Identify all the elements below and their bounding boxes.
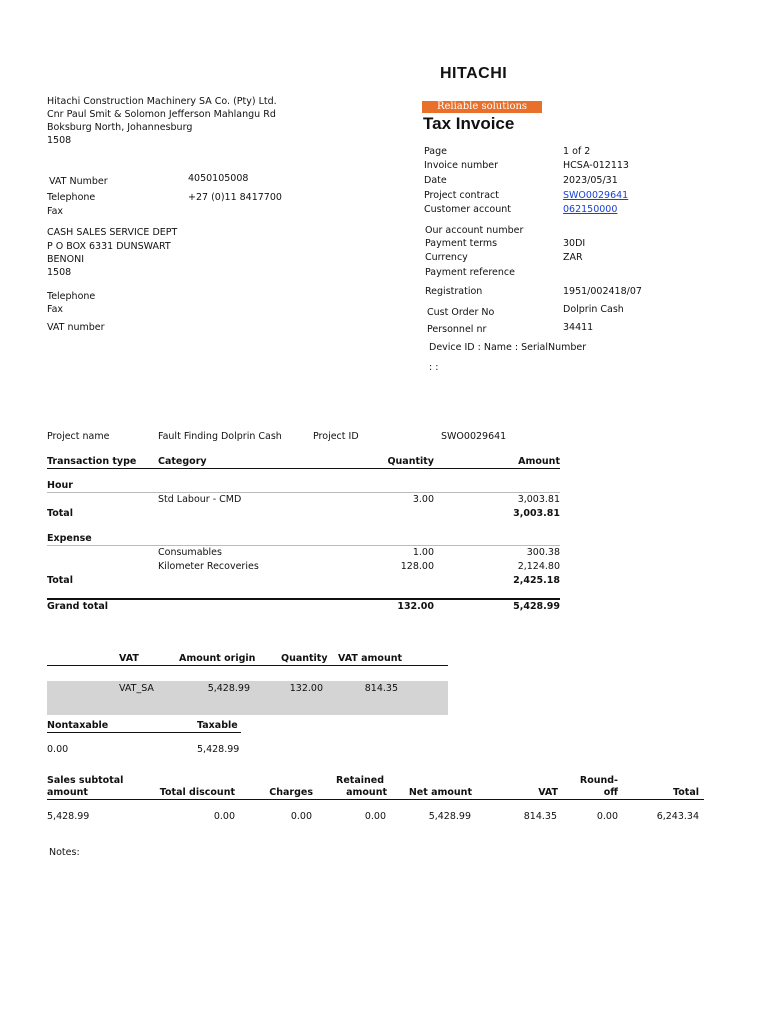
personnel-value: 34411 — [563, 322, 594, 333]
company-name: Hitachi Construction Machinery SA Co. (Pty) Ltd. — [47, 96, 277, 107]
company-postcode: 1508 — [47, 135, 72, 146]
roundoff-header-line2: off — [603, 787, 618, 798]
currency-label: Currency — [425, 252, 468, 263]
date-label: Date — [424, 175, 447, 186]
device-value: : : — [429, 362, 439, 373]
customer-account-label: Customer account — [424, 204, 512, 215]
currency-value: ZAR — [563, 252, 583, 263]
row-quantity: 3.00 — [412, 494, 434, 505]
payment-reference-label: Payment reference — [425, 267, 515, 278]
hour-total-label: Total — [47, 508, 73, 519]
our-account-label: Our account number — [425, 225, 524, 236]
vat-amount: 814.35 — [364, 683, 398, 694]
customer-name: CASH SALES SERVICE DEPT — [47, 227, 178, 238]
project-contract-link[interactable]: SWO0029641 — [563, 190, 629, 201]
charges-value: 0.00 — [290, 811, 312, 822]
page-value: 1 of 2 — [563, 146, 591, 157]
row-amount: 2,124.80 — [517, 561, 560, 572]
retained-value: 0.00 — [364, 811, 386, 822]
payment-terms-label: Payment terms — [425, 238, 498, 249]
col-header-quantity: Quantity — [387, 456, 434, 467]
nontaxable-value: 0.00 — [47, 744, 69, 755]
row-quantity: 1.00 — [412, 547, 434, 558]
total-value: 6,243.34 — [656, 811, 699, 822]
expense-total-label: Total — [47, 575, 73, 586]
personnel-label: Personnel nr — [427, 324, 487, 335]
vat-header-divider — [47, 665, 448, 666]
cust-order-value: Dolprin Cash — [563, 304, 624, 315]
vat-amount-col-header: VAT amount — [338, 653, 403, 664]
company-street: Cnr Paul Smit & Solomon Jefferson Mahlangu Rd — [47, 109, 276, 120]
registration-label: Registration — [425, 286, 483, 297]
total-header: Total — [673, 787, 699, 798]
invoice-number-label: Invoice number — [424, 160, 499, 171]
company-telephone-label: Telephone — [47, 192, 96, 203]
page-title: Tax Invoice — [423, 114, 515, 133]
hitachi-logo: HITACHI — [440, 65, 508, 82]
quantity-col-header: Quantity — [281, 653, 328, 664]
amount-origin-col-header: Amount origin — [179, 653, 256, 664]
group-divider — [47, 492, 560, 493]
registration-value: 1951/002418/07 — [563, 286, 642, 297]
row-amount: 300.38 — [526, 547, 560, 558]
vat-quantity: 132.00 — [289, 683, 323, 694]
customer-vat-label: VAT number — [47, 322, 105, 333]
charges-header: Charges — [269, 787, 313, 798]
col-header-transaction-type: Transaction type — [47, 456, 137, 467]
vat-code: VAT_SA — [119, 683, 154, 694]
company-vat-value: 4050105008 — [188, 173, 249, 184]
device-label: Device ID : Name : SerialNumber — [429, 342, 587, 353]
summary-divider — [47, 799, 704, 800]
grand-total-amount: 5,428.99 — [513, 601, 560, 612]
expense-total-value: 2,425.18 — [513, 575, 560, 586]
invoice-number-value: HCSA-012113 — [563, 160, 629, 171]
retained-header-line2: amount — [346, 787, 387, 798]
notes-label: Notes: — [49, 847, 80, 858]
project-name-value: Fault Finding Dolprin Cash — [158, 431, 282, 442]
roundoff-header-line1: Round- — [579, 775, 618, 786]
vat-col-header: VAT — [119, 653, 139, 664]
date-value: 2023/05/31 — [563, 175, 618, 186]
company-telephone-value: +27 (0)11 8417700 — [188, 192, 282, 203]
discount-header: Total discount — [159, 787, 235, 798]
retained-header-line1: Retained — [336, 775, 384, 786]
project-contract-label: Project contract — [424, 190, 499, 201]
vat-header: VAT — [538, 787, 558, 798]
group-expense-label: Expense — [47, 533, 92, 544]
vat-value: 814.35 — [523, 811, 557, 822]
row-category: Kilometer Recoveries — [158, 561, 259, 572]
group-hour-label: Hour — [47, 480, 73, 491]
col-header-category: Category — [158, 456, 207, 467]
page-label: Page — [424, 146, 447, 157]
customer-street: P O BOX 6331 DUNSWART — [47, 241, 171, 252]
customer-account-link[interactable]: 062150000 — [563, 204, 618, 215]
header-divider — [47, 468, 560, 469]
customer-fax-label: Fax — [47, 304, 64, 315]
project-id-value: SWO0029641 — [441, 431, 507, 442]
col-header-amount: Amount — [518, 456, 560, 467]
taxable-divider — [47, 732, 241, 733]
taxable-value: 5,428.99 — [197, 744, 240, 755]
row-amount: 3,003.81 — [517, 494, 560, 505]
grand-total-quantity: 132.00 — [397, 601, 434, 612]
row-category: Std Labour - CMD — [158, 494, 242, 505]
grand-total-label: Grand total — [47, 601, 109, 612]
nontaxable-label: Nontaxable — [47, 720, 109, 731]
company-city: Boksburg North, Johannesburg — [47, 122, 193, 133]
cust-order-label: Cust Order No — [427, 307, 495, 318]
project-name-label: Project name — [47, 431, 110, 442]
project-id-label: Project ID — [313, 431, 359, 442]
tagline-banner: Reliable solutions — [422, 101, 542, 113]
row-quantity: 128.00 — [400, 561, 434, 572]
group-divider — [47, 545, 560, 546]
subtotal-value: 5,428.99 — [47, 811, 90, 822]
company-fax-label: Fax — [47, 206, 64, 217]
hour-total-value: 3,003.81 — [513, 508, 560, 519]
subtotal-header-line2: amount — [47, 787, 88, 798]
net-amount-value: 5,428.99 — [428, 811, 471, 822]
company-vat-label: VAT Number — [49, 176, 108, 187]
taxable-label: Taxable — [197, 720, 238, 731]
customer-postcode: 1508 — [47, 267, 72, 278]
discount-value: 0.00 — [213, 811, 235, 822]
vat-amount-origin: 5,428.99 — [207, 683, 250, 694]
customer-city: BENONI — [47, 254, 85, 265]
customer-telephone-label: Telephone — [47, 291, 96, 302]
subtotal-header-line1: Sales subtotal — [47, 775, 124, 786]
roundoff-value: 0.00 — [596, 811, 618, 822]
net-amount-header: Net amount — [408, 787, 472, 798]
row-category: Consumables — [158, 547, 222, 558]
payment-terms-value: 30DI — [563, 238, 586, 249]
grand-total-divider — [47, 598, 560, 600]
